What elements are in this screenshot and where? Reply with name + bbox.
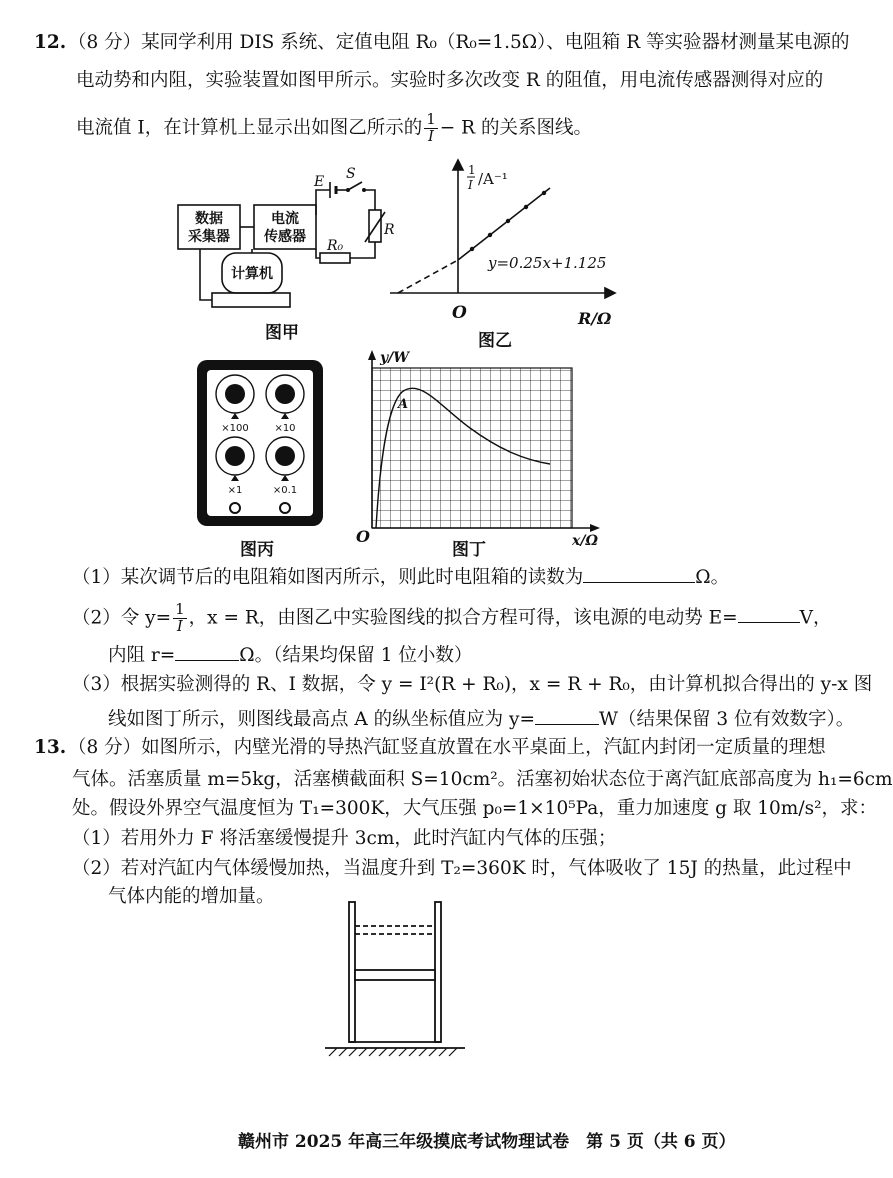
label-S: S bbox=[346, 166, 356, 182]
label-R: R bbox=[384, 222, 395, 238]
y-axis-label: y/W bbox=[380, 350, 409, 366]
figure-bing bbox=[195, 358, 325, 530]
answer-blank-1[interactable] bbox=[583, 566, 695, 583]
y-label-num: 1 bbox=[468, 163, 476, 177]
q12-sub1-unit: Ω。 bbox=[695, 567, 730, 588]
fit-equation: y=0.25x+1.125 bbox=[488, 254, 607, 272]
frac-den: I bbox=[428, 126, 434, 145]
q13-line3: 处。假设外界空气温度恒为 T₁=300K，大气压强 p₀=1×10⁵Pa，重力加速度 g 取 10m/s²，求： bbox=[72, 798, 877, 819]
sensor-label-2: 传感器 bbox=[264, 229, 306, 245]
data-point bbox=[524, 205, 528, 209]
caption-yi: 图乙 bbox=[478, 331, 512, 351]
q13-sub2-line1: （2）若对汽缸内气体缓慢加热，当温度升到 T₂=360K 时，气体吸收了 15J 的热量，此过程中 bbox=[72, 858, 852, 879]
y-unit: /A⁻¹ bbox=[478, 170, 508, 188]
q12-sub3-text-b: 线如图丁所示，则图线最高点 A 的纵坐标值应为 y= bbox=[108, 709, 535, 730]
answer-blank-4[interactable] bbox=[535, 708, 599, 725]
frac-den: I bbox=[176, 616, 183, 635]
piston bbox=[355, 970, 435, 980]
multiplier-x0.1: ×0.1 bbox=[272, 485, 298, 496]
q12-sub2-text-a: （2）令 y= bbox=[72, 607, 172, 629]
y-label-den: I bbox=[468, 178, 473, 192]
q12-sub2 bbox=[72, 602, 832, 635]
answer-blank-2[interactable] bbox=[738, 606, 800, 623]
q12-sub3: （3）根据实验测得的 R、I 数据，令 y = I²(R + R₀)，x = R + R₀，由计算机拟合得出的 y-x 图 bbox=[72, 674, 873, 695]
data-point bbox=[506, 219, 510, 223]
sensor-label-1: 电流 bbox=[271, 211, 299, 227]
caption-ding: 图丁 bbox=[452, 540, 486, 560]
data-collector-label-2: 采集器 bbox=[188, 229, 230, 245]
q12-sub2-fraction bbox=[173, 602, 187, 635]
q13-sub2-line2: 气体内能的增加量。 bbox=[108, 886, 275, 907]
q12-sub1 bbox=[72, 566, 729, 588]
data-point bbox=[470, 247, 474, 251]
q12-sub2-line2 bbox=[108, 644, 472, 666]
q13-line2: 气体。活塞质量 m=5kg，活塞横截面积 S=10cm²。活塞初始状态位于离汽缸底部高度为 h₁=6cm bbox=[72, 769, 893, 790]
origin-label: O bbox=[356, 527, 370, 546]
q12-sub1-text: （1）某次调节后的电阻箱如图丙所示，则此时电阻箱的读数为 bbox=[72, 567, 584, 588]
q12-sub2-text-e: Ω。（结果均保留 1 位小数） bbox=[239, 645, 473, 666]
label-E: E bbox=[314, 174, 325, 190]
data-collector-label-1: 数据 bbox=[195, 211, 223, 227]
figure-ding bbox=[350, 350, 610, 549]
multiplier-x100: ×100 bbox=[221, 423, 249, 434]
data-point bbox=[542, 191, 546, 195]
q12-sub2-unit: V， bbox=[799, 607, 832, 629]
q12-line1: （8 分）某同学利用 DIS 系统、定值电阻 R₀（R₀=1.5Ω）、电阻箱 R 等实验器材测量某电源的 bbox=[68, 32, 850, 53]
y-arrow bbox=[453, 160, 463, 170]
q12-line3 bbox=[76, 112, 592, 145]
extrapolated-line bbox=[398, 260, 458, 293]
origin-label: O bbox=[452, 303, 467, 323]
ground-hatch bbox=[329, 1048, 457, 1056]
frac-num: 1 bbox=[175, 600, 185, 618]
q12-line3-b: − R 的关系图线。 bbox=[439, 117, 592, 139]
q12-sub3-text-c: W（结果保留 3 位有效数字）。 bbox=[598, 709, 855, 730]
figure-jia bbox=[170, 160, 400, 335]
multiplier-x10: ×10 bbox=[274, 423, 296, 434]
page-footer: 赣州市 2025 年高三年级摸底考试物理试卷 第 5 页（共 6 页） bbox=[238, 1132, 736, 1152]
q12-sub3-line2 bbox=[108, 708, 854, 730]
multiplier-x1: ×1 bbox=[227, 485, 243, 496]
q13-number: 13. bbox=[34, 737, 67, 758]
q12-line2: 电动势和内阻，实验装置如图甲所示。实验时多次改变 R 的阻值，用电流传感器测得对应的 bbox=[76, 70, 824, 91]
frac-num: 1 bbox=[426, 110, 436, 128]
caption-jia: 图甲 bbox=[265, 323, 299, 343]
q12-sub2-text-b: ，x = R，由图乙中实验图线的拟合方程可得，该电源的电动势 E= bbox=[188, 607, 738, 629]
figure-yi bbox=[390, 158, 630, 328]
data-point bbox=[488, 233, 492, 237]
computer-label: 计算机 bbox=[231, 266, 273, 282]
point-A-label: A bbox=[398, 397, 409, 412]
x-arrow bbox=[605, 288, 615, 298]
answer-blank-3[interactable] bbox=[175, 644, 239, 661]
q13-line1: （8 分）如图所示，内壁光滑的导热汽缸竖直放置在水平桌面上，汽缸内封闭一定质量的理想 bbox=[68, 737, 826, 758]
q12-sub2-text-d: 内阻 r= bbox=[108, 645, 176, 666]
q12-number: 12. bbox=[34, 32, 67, 53]
label-R0: R₀ bbox=[327, 238, 344, 254]
x-axis-label: x/Ω bbox=[572, 533, 598, 549]
figure-cylinder bbox=[325, 898, 465, 1060]
x-axis-label: R/Ω bbox=[578, 309, 612, 328]
q13-sub1: （1）若用外力 F 将活塞缓慢提升 3cm，此时汽缸内气体的压强； bbox=[72, 828, 617, 849]
q12-line3-a: 电流值 I，在计算机上显示出如图乙所示的 bbox=[76, 117, 423, 139]
q12-fraction bbox=[424, 112, 438, 145]
caption-bing: 图丙 bbox=[240, 540, 274, 560]
